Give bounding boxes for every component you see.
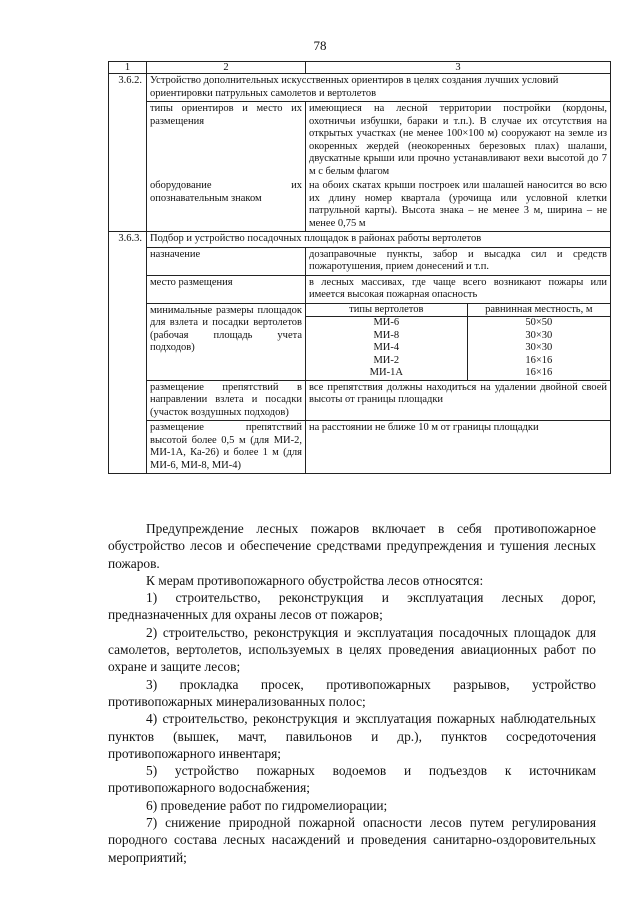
row-label: размещение препятствий в направлении взлета и посадки (участок воздушных подходов) [147, 380, 306, 421]
row-value: дозаправочные пункты, забор и высадка сил и средств пожаротушения, прием донесений и т.п. [306, 247, 611, 275]
helicopter-type: МИ-4 [306, 342, 467, 355]
paragraph: 5) устройство пожарных водоемов и подъездов к источникам противопожарного водоснабжения; [108, 763, 596, 796]
sub-table-row [306, 330, 610, 343]
row-label: назначение [147, 247, 306, 275]
table-row [109, 179, 611, 232]
section-number: 3.6.3. [109, 232, 147, 474]
sub-table-row [306, 355, 610, 368]
table-row [109, 380, 611, 421]
helicopter-type: МИ-6 [306, 317, 467, 330]
table-row [109, 102, 611, 180]
helicopter-sizes-cell [306, 303, 611, 380]
paragraph: 2) строительство, реконструкция и эксплуатация посадочных площадок для самолетов, вертолетов, используемых в целях проведения авиационных работ по охране и защите лесов; [108, 624, 596, 675]
row-value: на расстоянии не ближе 10 м от границы площадки [306, 421, 611, 474]
site-size: 30×30 [525, 342, 553, 353]
section-title: Подбор и устройство посадочных площадок в районах работы вертолетов [147, 232, 611, 248]
row-label: минимальные размеры площадок для взлета и посадки вертолетов (рабочая площадь учета подходов) [147, 303, 306, 380]
row-label: оборудование их опознавательным знаком [147, 179, 306, 232]
header-col-3: 3 [306, 62, 611, 74]
paragraph: К мерам противопожарного обустройства лесов относятся: [146, 572, 484, 588]
table-row [109, 247, 611, 275]
site-size: 50×50 [525, 317, 553, 328]
row-value: все препятствия должны находиться на удалении двойной своей высоты от границы площадки [306, 380, 611, 421]
page-number: 78 [313, 38, 327, 53]
row-value: имеющиеся на лесной территории постройки (кордоны, охотничьи избушки, бараки и т.п.). В случае их отсутствия на открытых участках (не менее 100×100 м) сооружают на земле из окоренных жердей (неокоренных березовых плах) шалаши, двускатные крыши или прочно устанавливают вехи высотой до 7 м с белым флагом [306, 102, 611, 180]
header-col-2: 2 [147, 62, 306, 74]
helicopter-type: МИ-8 [306, 330, 467, 343]
sub-header-type: типы вертолетов [306, 304, 467, 317]
table-row [109, 303, 611, 380]
site-size: 16×16 [525, 354, 553, 366]
table-header-row [109, 62, 611, 74]
body-text [108, 520, 596, 866]
site-size: 30×30 [525, 329, 553, 341]
sub-table-row [306, 317, 610, 330]
paragraph: 3) прокладка просек, противопожарных разрывов, устройство противопожарных минерализованных полос; [108, 676, 596, 709]
paragraph: 1) строительство, реконструкция и эксплуатация лесных дорог, предназначенных для охраны лесов от пожаров; [108, 590, 596, 623]
section-title: Устройство дополнительных искусственных ориентиров в целях создания лучших условий ориентировки патрульных самолетов и вертолетов [147, 74, 611, 102]
row-label: место размещения [147, 275, 306, 303]
table-row [109, 421, 611, 474]
sub-header-size: равнинная местность, м [467, 304, 610, 317]
sub-table-row [306, 342, 610, 355]
row-value: в лесных массивах, где чаще всего возникают пожары или имеется высокая пожарная опасность [306, 275, 611, 303]
table-row [109, 232, 611, 248]
helicopter-sizes-table [306, 304, 610, 380]
paragraph: 7) снижение природной пожарной опасности лесов путем регулирования породного состава лесных насаждений и проведения санитарно-оздоровительных мероприятий; [108, 815, 596, 865]
paragraph: Предупреждение лесных пожаров включает в себя противопожарное обустройство лесов и обеспечение средствами предупреждения и тушения лесных пожаров. [108, 521, 596, 571]
row-label: размещение препятствий высотой более 0,5 м (для МИ-2, МИ-1А, Ка-26) и более 1 м (для МИ-6, МИ-8, МИ-4) [147, 421, 306, 474]
header-col-1: 1 [109, 62, 147, 74]
sub-table-row [306, 367, 610, 380]
row-label: типы ориентиров и место их размещения [147, 102, 306, 180]
site-size: 16×16 [525, 367, 553, 378]
table-row [109, 275, 611, 303]
row-value: на обоих скатах крыши построек или шалашей наносится во всю их длину номер квартала (урочища или условной клетки патрульной карты). Высота знака – не менее 3 м, ширина – не менее 0,75 м [306, 179, 611, 232]
table-row [109, 74, 611, 102]
helicopter-type: МИ-2 [306, 355, 467, 368]
paragraph: 6) проведение работ по гидромелиорации; [146, 797, 388, 813]
paragraph: 4) строительство, реконструкция и эксплуатация пожарных наблюдательных пунктов (вышек, мачт, павильонов и др.), пунктов сосредоточения противопожарного инвентаря; [108, 711, 596, 761]
section-number: 3.6.2. [109, 74, 147, 232]
helicopter-type: МИ-1А [306, 367, 467, 380]
measures-table [108, 61, 611, 474]
